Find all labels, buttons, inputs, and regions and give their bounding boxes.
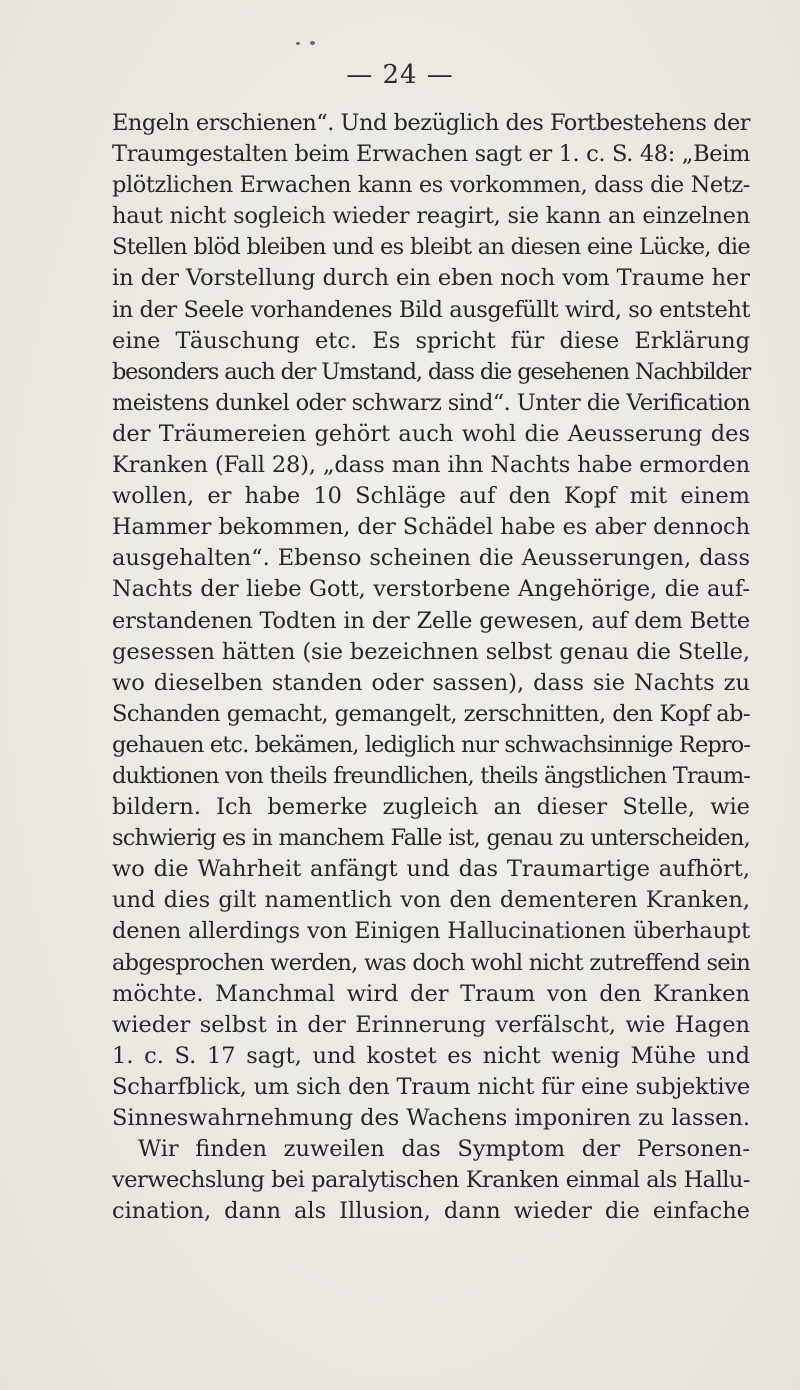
text-line: Schanden gemacht, gemangelt, zerschnitten, den Kopf ab- — [112, 700, 750, 727]
text-line: möchte. Manchmal wird der Traum von den Kranken — [112, 980, 750, 1007]
text-line: Stellen blöd bleiben und es bleibt an diesen eine Lücke, die — [112, 234, 750, 261]
text-line: Kranken (Fall 28), „dass man ihn Nachts habe ermorden — [112, 452, 750, 479]
text-line: wo die Wahrheit anfängt und das Traumartige aufhört, — [112, 856, 750, 883]
text-line: duktionen von theils freundlichen, theils ängstlichen Traum- — [112, 762, 750, 789]
text-line: Scharfblick, um sich den Traum nicht für eine subjektive — [112, 1073, 750, 1100]
body-text — [112, 108, 750, 1227]
text-line: wollen, er habe 10 Schläge auf den Kopf mit einem — [112, 483, 750, 510]
text-line: Traumgestalten beim Erwachen sagt er 1. c. S. 48: „Beim — [112, 141, 750, 168]
text-line: haut nicht sogleich wieder reagirt, sie kann an einzelnen — [112, 203, 750, 230]
ink-speck — [296, 42, 300, 45]
text-line: in der Vorstellung durch ein eben noch vom Traume her — [112, 265, 750, 292]
text-line: cination, dann als Illusion, dann wieder die einfache — [112, 1198, 750, 1225]
text-line: gehauen etc. bekämen, lediglich nur schwachsinnige Repro- — [112, 731, 750, 758]
text-line: Engeln erschienen“. Und bezüglich des Fortbestehens der — [112, 110, 750, 136]
paragraph-end-line: Sinneswahrnehmung des Wachens imponiren zu lassen. — [112, 1105, 750, 1131]
text-line: und dies gilt namentlich von den dementeren Kranken, — [112, 887, 750, 914]
text-line: wo dieselben standen oder sassen), dass sie Nachts zu — [112, 669, 750, 696]
text-line: verwechslung bei paralytischen Kranken einmal als Hallu- — [112, 1167, 750, 1194]
text-line: eine Täuschung etc. Es spricht für diese Erklärung — [112, 327, 750, 354]
text-line: abgesprochen werden, was doch wohl nicht zutreffend sein — [112, 949, 750, 976]
ink-speck — [310, 41, 315, 45]
text-line: plötzlichen Erwachen kann es vorkommen, dass die Netz- — [112, 172, 750, 199]
text-line: erstandenen Todten in der Zelle gewesen, auf dem Bette — [112, 607, 750, 634]
text-line: bildern. Ich bemerke zugleich an dieser Stelle, wie — [112, 794, 750, 821]
text-line: denen allerdings von Einigen Hallucinationen überhaupt — [112, 918, 750, 945]
paragraph-start-line: Wir finden zuweilen das Symptom der Personen- — [138, 1136, 750, 1163]
text-line: in der Seele vorhandenes Bild ausgefüllt wird, so entsteht — [112, 296, 750, 323]
text-line: ausgehalten“. Ebenso scheinen die Aeusserungen, dass — [112, 545, 750, 572]
text-line: schwierig es in manchem Falle ist, genau zu unterscheiden, — [112, 825, 750, 852]
text-line: besonders auch der Umstand, dass die gesehenen Nachbilder — [112, 358, 750, 385]
page-number: — 24 — — [346, 60, 454, 90]
text-line: wieder selbst in der Erinnerung verfälscht, wie Hagen — [112, 1011, 750, 1038]
text-line: Nachts der liebe Gott, verstorbene Angehörige, die auf- — [112, 576, 750, 603]
text-line: meistens dunkel oder schwarz sind“. Unter die Verification — [112, 389, 750, 416]
text-line: gesessen hätten (sie bezeichnen selbst genau die Stelle, — [112, 638, 750, 665]
text-line: Hammer bekommen, der Schädel habe es aber dennoch — [112, 514, 750, 541]
text-line: der Träumereien gehört auch wohl die Aeusserung des — [112, 420, 750, 447]
text-line: 1. c. S. 17 sagt, und kostet es nicht wenig Mühe und — [112, 1042, 750, 1069]
